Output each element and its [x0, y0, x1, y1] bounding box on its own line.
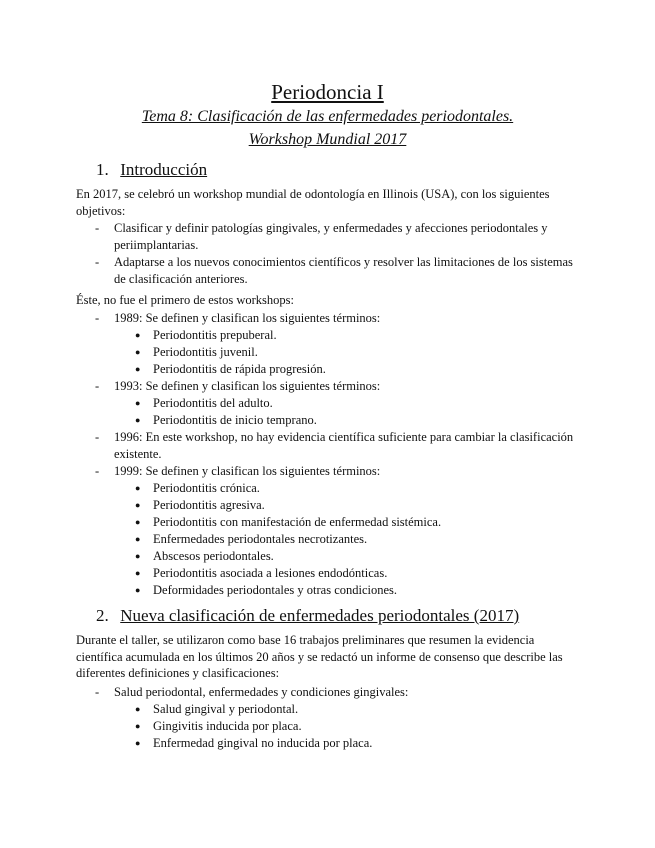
list-item-term: [135, 480, 573, 497]
list-item-text: Abscesos periodontales.: [153, 549, 274, 563]
document-title: Periodoncia I: [271, 80, 384, 104]
paragraph-intro: En 2017, se celebró un workshop mundial de odontología en Illinois (USA), con los siguientes objetivos:: [76, 187, 550, 218]
dash-marker: -: [95, 379, 100, 393]
list-item-term: [135, 701, 573, 718]
section-number: 1.: [96, 160, 109, 179]
bullet-marker: ●: [135, 483, 141, 493]
list-item-workshop: [95, 429, 574, 462]
section-title: Introducción: [120, 160, 208, 179]
bullet-marker: ●: [135, 517, 141, 527]
list-item-text: Gingivitis inducida por placa.: [153, 719, 302, 733]
section-title: Nueva clasificación de enfermedades periodontales (2017): [120, 606, 520, 625]
bullet-marker: ●: [135, 347, 141, 357]
section-heading-introduccion: [96, 160, 207, 180]
list-item-term: [135, 361, 573, 378]
list-item-text: Adaptarse a los nuevos conocimientos científicos y resolver las limitaciones de los sistemas de clasificación anteriores.: [114, 255, 573, 286]
paragraph-section2-intro: Durante el taller, se utilizaron como base 16 trabajos preliminares que resumen la evidencia científica acumulada en los últimos 20 años y se redactó un informe de consenso que describe las diferentes definiciones y clasificaciones:: [76, 633, 563, 680]
list-item-text: Periodontitis crónica.: [153, 481, 260, 495]
document-subtitle-line1: Tema 8: Clasificación de las enfermedades periodontales.: [141, 108, 514, 125]
document-subtitle-line2: Workshop Mundial 2017: [248, 131, 407, 148]
bullet-marker: ●: [135, 721, 141, 731]
list-item-text: Periodontitis asociada a lesiones endodónticas.: [153, 566, 388, 580]
bullet-marker: ●: [135, 568, 141, 578]
list-item-text: Clasificar y definir patologías gingivales, y enfermedades y afecciones periodontales y periimplantarias.: [114, 221, 548, 252]
paragraph-history-intro: Éste, no fue el primero de estos workshops:: [76, 293, 295, 307]
list-item-term: [135, 327, 573, 344]
list-item-term: [135, 395, 573, 412]
list-item-term: [135, 548, 573, 565]
dash-marker: -: [95, 255, 100, 269]
list-item-text: Periodontitis juvenil.: [153, 345, 258, 359]
list-item-text: Enfermedad gingival no inducida por placa.: [153, 736, 373, 750]
bullet-marker: ●: [135, 551, 141, 561]
list-item-text: Salud gingival y periodontal.: [153, 702, 299, 716]
list-item-text: Salud periodontal, enfermedades y condiciones gingivales:: [114, 685, 409, 699]
list-item-objective: [95, 220, 574, 253]
list-item-term: [135, 582, 573, 599]
list-item-text: 1999: Se definen y clasifican los siguientes términos:: [114, 464, 381, 478]
list-item-objective: [95, 254, 574, 287]
bullet-marker: ●: [135, 704, 141, 714]
list-item-term: [135, 497, 573, 514]
list-item-text: Periodontitis de rápida progresión.: [153, 362, 326, 376]
bullet-marker: ●: [135, 738, 141, 748]
list-item-workshop: [95, 378, 574, 395]
list-item-text: Periodontitis prepuberal.: [153, 328, 277, 342]
bullet-marker: ●: [135, 398, 141, 408]
dash-marker: -: [95, 464, 100, 478]
bullet-marker: ●: [135, 585, 141, 595]
list-item-text: 1989: Se definen y clasifican los siguientes términos:: [114, 311, 381, 325]
list-item-text: Periodontitis del adulto.: [153, 396, 273, 410]
list-item-term: [135, 718, 573, 735]
bullet-marker: ●: [135, 500, 141, 510]
dash-marker: -: [95, 221, 100, 235]
bullet-marker: ●: [135, 415, 141, 425]
list-item-text: Enfermedades periodontales necrotizantes.: [153, 532, 368, 546]
list-item-text: Periodontitis agresiva.: [153, 498, 265, 512]
dash-marker: -: [95, 311, 100, 325]
list-item-workshop: [95, 310, 574, 327]
list-item-text: Deformidades periodontales y otras condiciones.: [153, 583, 398, 597]
list-item-text: 1993: Se definen y clasifican los siguientes términos:: [114, 379, 381, 393]
list-item-text: Periodontitis con manifestación de enfermedad sistémica.: [153, 515, 442, 529]
list-item-term: [135, 531, 573, 548]
bullet-marker: ●: [135, 364, 141, 374]
list-item-text: 1996: En este workshop, no hay evidencia científica suficiente para cambiar la clasificación existente.: [114, 430, 574, 461]
list-item-workshop: [95, 463, 574, 480]
list-item-term: [135, 344, 573, 361]
dash-marker: -: [95, 430, 100, 444]
dash-marker: -: [95, 685, 100, 699]
list-item-text: Periodontitis de inicio temprano.: [153, 413, 317, 427]
bullet-marker: ●: [135, 330, 141, 340]
list-item-term: [135, 412, 573, 429]
section-number: 2.: [96, 606, 109, 625]
list-item-term: [135, 514, 573, 531]
list-item-term: [135, 735, 573, 752]
list-item-group: [95, 684, 574, 701]
bullet-marker: ●: [135, 534, 141, 544]
section-heading-nueva-clasificacion: [96, 606, 519, 626]
list-item-term: [135, 565, 573, 582]
